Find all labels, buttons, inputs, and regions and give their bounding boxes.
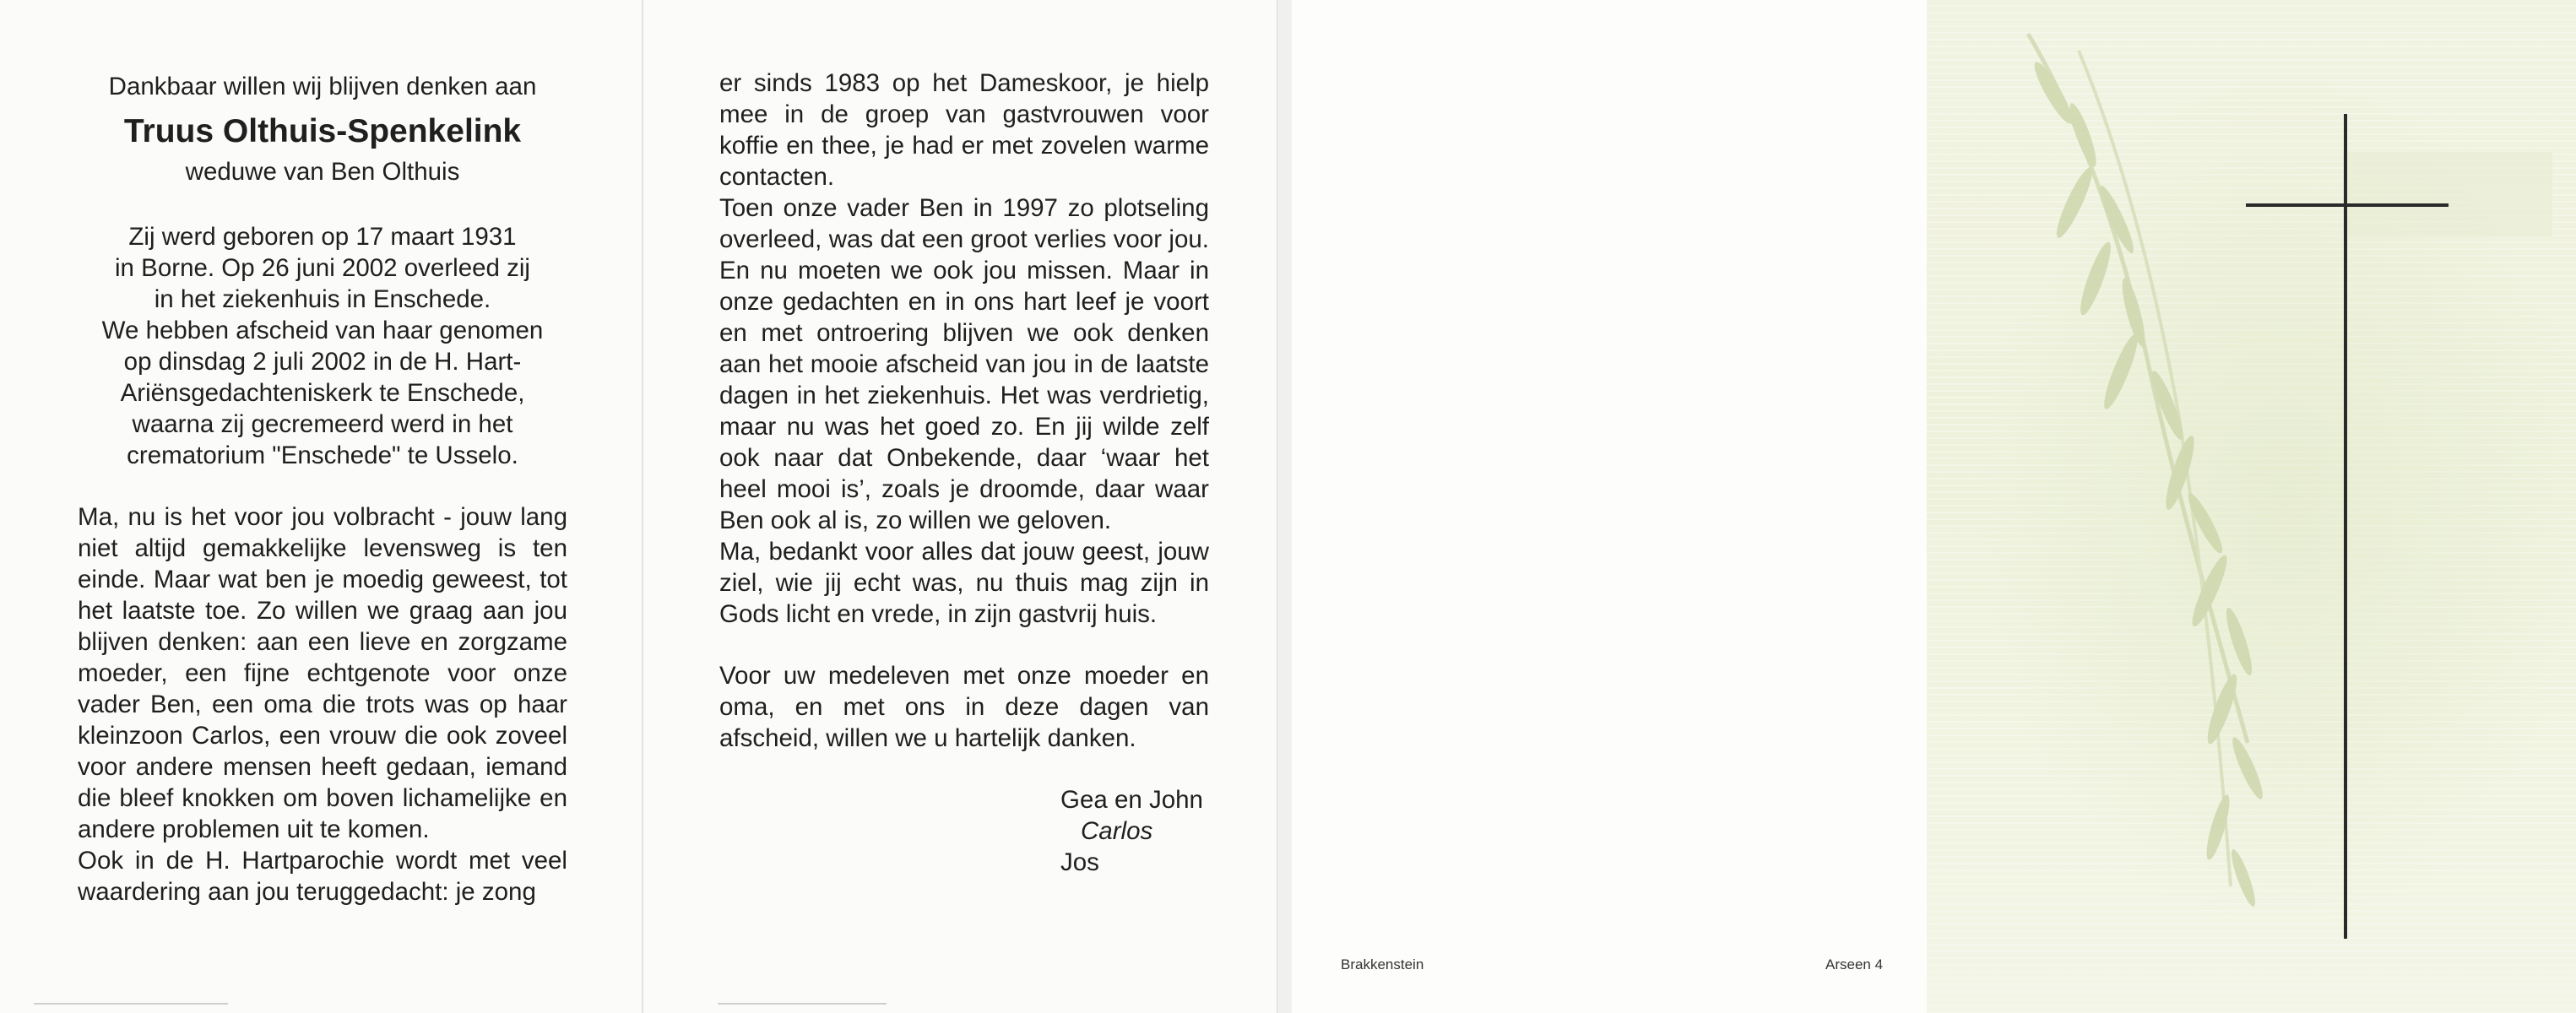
biography xyxy=(78,221,567,471)
cover-artwork xyxy=(1927,0,2576,1013)
bio-line: op dinsdag 2 juli 2002 in de H. Hart- xyxy=(123,348,522,376)
signature-line: Carlos xyxy=(1081,817,1153,845)
intro-line: Dankbaar willen wij blijven denken aan xyxy=(108,73,537,100)
fold-line xyxy=(642,0,643,1013)
thanks-paragraph: Voor uw medeleven met onze moeder en oma, en met ons in deze dagen van afscheid, willen we u hartelijk danken. xyxy=(719,662,1209,752)
bio-line: crematorium "Enschede" te Usselo. xyxy=(127,441,518,469)
bio-line: Zij werd geboren op 17 maart 1931 xyxy=(128,223,517,251)
cross-with-willow-artwork xyxy=(1927,0,2576,1013)
bio-line: Ariënsgedachteniskerk te Enschede, xyxy=(120,379,525,407)
bio-line: in Borne. Op 26 juni 2002 overleed zij xyxy=(115,254,530,282)
loss-paragraph: Toen onze vader Ben in 1997 zo plotseling overleed, was dat een groot verlies voor jou. En nu moeten we ook jou missen. Maar in onze gedachten en in ons hart leef je voort en met ontroering blijven we ook denken aan het mooie afscheid van jou in de laatste dagen in het ziekenhuis. Het was verdrietig, maar nu was het goed zo. En jij wilde zelf ook naar dat Onbekende, daar ‘waar het heel mooi is’, zoals je droomde, daar waar Ben ook al is, zo willen we geloven. xyxy=(719,194,1209,534)
bio-line: We hebben afscheid van haar genomen xyxy=(101,317,544,344)
scan-gutter xyxy=(1277,0,1292,1013)
bio-line: in het ziekenhuis in Enschede. xyxy=(154,285,491,313)
publisher-name: Brakkenstein xyxy=(1341,956,1424,972)
farewell-paragraph: Ma, bedankt voor alles dat jouw geest, jouw ziel, wie jij echt was, nu thuis mag zijn in Gods licht en vrede, in zijn gastvrij huis. xyxy=(719,538,1209,628)
choir-paragraph: er sinds 1983 op het Dameskoor, je hielp mee in de groep van gastvrouwen voor koffie en thee, je had er met zovelen warme contacten. xyxy=(719,69,1209,191)
parish-paragraph: Ook in de H. Hartparochie wordt met veel waardering aan jou teruggedacht: je zong xyxy=(78,847,567,906)
deceased-name: Truus Olthuis-Spenkelink xyxy=(123,113,522,149)
design-code: Arseen 4 xyxy=(1825,956,1884,972)
edge-mark xyxy=(34,1003,228,1005)
right-text-column xyxy=(719,68,1209,878)
willow-branch-icon xyxy=(2028,34,2268,908)
tribute-paragraph: Ma, nu is het voor jou volbracht - jouw lang niet altijd gemakkelijke levensweg is ten einde. Maar wat ben je moedig geweest, tot het laatste toe. Zo willen we graag aan jou blijven denken: aan een lieve en zorgzame moeder, een fijne echtgenote voor onze vader Ben, een oma die trots was op haar kleinzoon Carlos, een vrouw die ook zoveel voor andere mensen heeft gedaan, iemand die bleef knokken om boven lichamelijke en andere problemen uit te komen. xyxy=(78,503,567,843)
bio-line: waarna zij gecremeerd werd in het xyxy=(132,410,513,438)
relation-line: weduwe van Ben Olthuis xyxy=(185,158,460,186)
edge-mark xyxy=(718,1003,887,1005)
left-text-column xyxy=(78,71,567,907)
cross-shadow xyxy=(2343,152,2552,236)
signature-line: Gea en John xyxy=(1060,786,1203,814)
signature-line: Jos xyxy=(1060,848,1099,876)
